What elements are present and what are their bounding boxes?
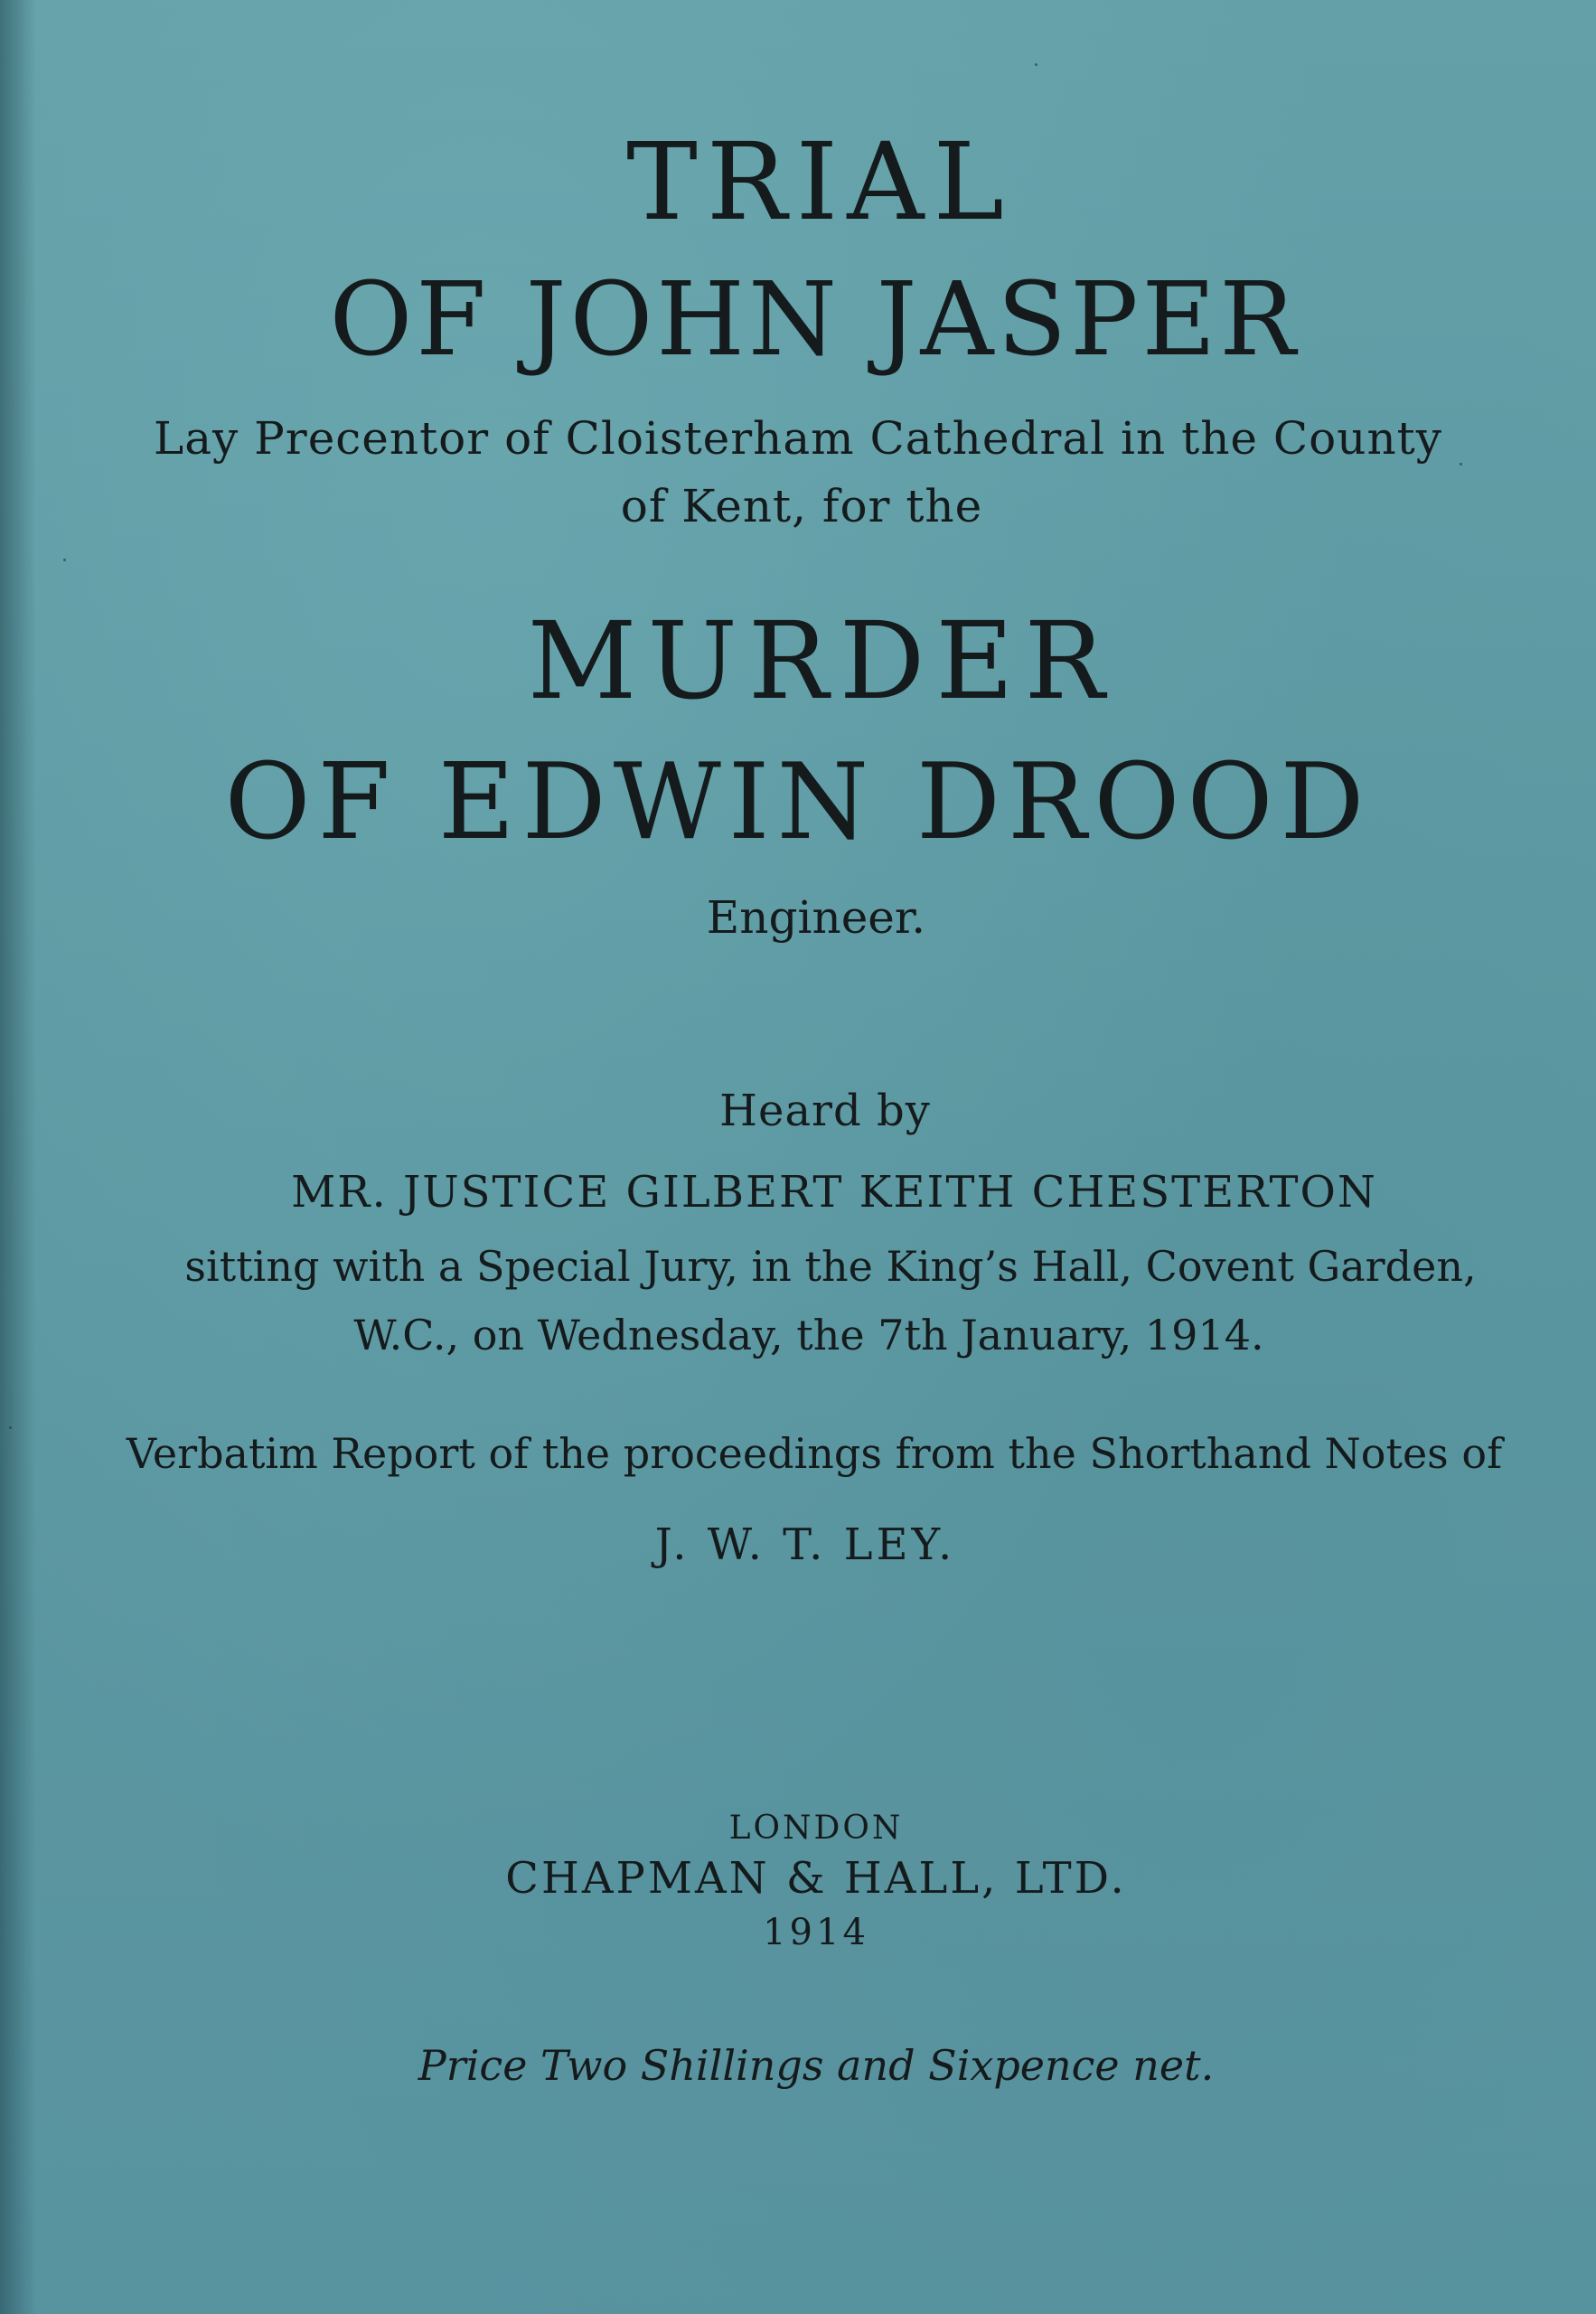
paper-speck xyxy=(1460,463,1462,466)
title-edwin-drood: OF EDWIN DROOD xyxy=(224,741,1372,863)
sitting-line-2: W.C., on Wednesday, the 7th January, 1914. xyxy=(353,1311,1264,1359)
title-murder: MURDER xyxy=(527,598,1116,723)
subtitle-line-1: Lay Precentor of Cloisterham Cathedral in the County xyxy=(154,412,1442,465)
paper-speck xyxy=(9,1426,12,1429)
sitting-line-1: sitting with a Special Jury, in the King’s Hall, Covent Garden, xyxy=(184,1242,1477,1291)
publication-year: 1914 xyxy=(763,1912,869,1953)
publication-place: LONDON xyxy=(728,1810,904,1847)
reporter-name: J. W. T. LEY. xyxy=(654,1519,956,1570)
publisher-name: CHAPMAN & HALL, LTD. xyxy=(505,1853,1127,1904)
paper-speck xyxy=(1035,63,1037,66)
report-line: Verbatim Report of the proceedings from the Shorthand Notes of xyxy=(126,1429,1503,1478)
victim-occupation: Engineer. xyxy=(706,891,926,944)
judge-name: MR. JUSTICE GILBERT KEITH CHESTERTON xyxy=(291,1167,1377,1218)
heard-by-label: Heard by xyxy=(719,1086,931,1136)
subtitle-line-2: of Kent, for the xyxy=(620,480,983,532)
price-line: Price Two Shillings and Sixpence net. xyxy=(418,2041,1215,2090)
paper-speck xyxy=(63,559,66,561)
title-trial: TRIAL xyxy=(626,119,1013,244)
title-john-jasper: OF JOHN JASPER xyxy=(329,261,1300,379)
